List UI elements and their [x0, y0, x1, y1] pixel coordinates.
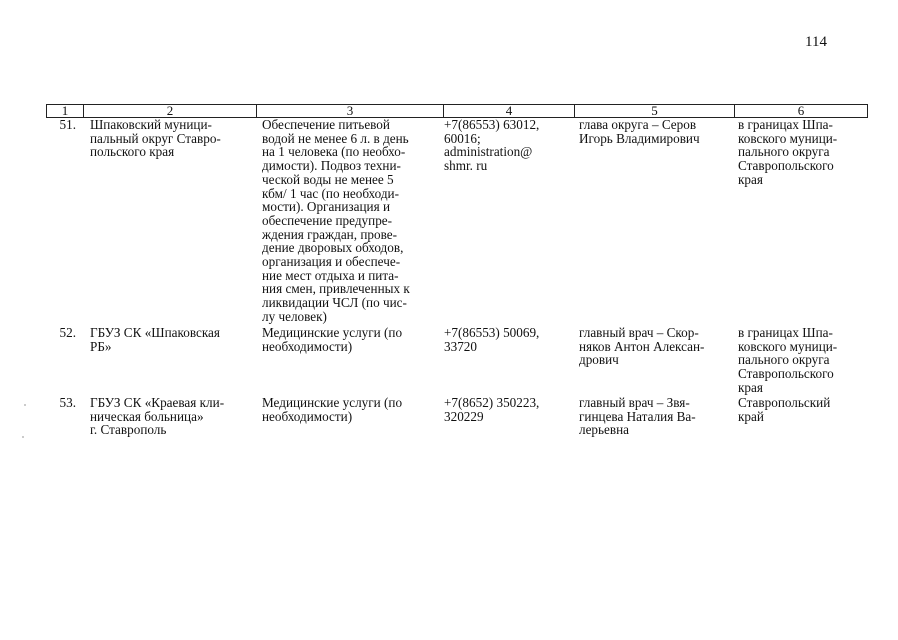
row-number: 52. [59, 325, 76, 340]
scan-speck [22, 436, 24, 438]
area-cell: в границах Шпа- ковского муници- пального округа Ставропольского края [738, 117, 838, 187]
area-cell: Ставропольский край [738, 395, 831, 424]
organization-cell: ГБУЗ СК «Шпаковская РБ» [90, 325, 220, 354]
organization-cell: Шпаковский муници- пальный округ Ставро- польского края [90, 117, 221, 160]
area-cell: в границах Шпа- ковского муници- пального округа Ставропольского края [738, 325, 838, 395]
header-cell-4: 4 [444, 105, 575, 117]
header-cell-2: 2 [84, 105, 257, 117]
page-number: 114 [805, 34, 827, 50]
task-cell: Медицинские услуги (по необходимости) [262, 395, 403, 424]
organization-cell: ГБУЗ СК «Краевая кли- ническая больница» г. Ставрополь [90, 395, 225, 438]
head-cell: главный врач – Звя- гинцева Наталия Ва- лерьевна [579, 395, 696, 438]
header-cell-6: 6 [797, 103, 805, 118]
phone-cell: +7(86553) 50069, 33720 [444, 325, 540, 354]
header-cell-1: 1 [47, 105, 84, 117]
row-number: 53. [59, 395, 76, 410]
head-cell: главный врач – Скор- няков Антон Алексан- дрович [579, 325, 705, 368]
task-cell: Медицинские услуги (по необходимости) [262, 325, 403, 354]
scan-speck [24, 404, 26, 406]
head-cell: глава округа – Серов Игорь Владимирович [579, 117, 700, 146]
task-cell: Обеспечение питьевой водой не менее 6 л. в день на 1 человека (по необхо- димости). Подвоз техни- ческой воды не менее 5 кбм/ 1 час (по необходи- мости). Организация и обеспечение предупре- ждения граждан, прове- дение дворовых обходов, организация и обеспече- ние мест отдыха и пита- ния смен, привлеченных к ликвидации ЧСЛ (по чис- лу человек) [262, 117, 410, 324]
header-cell-3: 3 [257, 105, 444, 117]
phone-cell: +7(86553) 63012, 60016; administration@ shmr. ru [444, 117, 540, 174]
table-header-row [46, 104, 868, 118]
row-number: 51. [59, 117, 76, 132]
phone-cell: +7(8652) 350223, 320229 [444, 395, 540, 424]
header-cell-5: 5 [575, 105, 735, 117]
